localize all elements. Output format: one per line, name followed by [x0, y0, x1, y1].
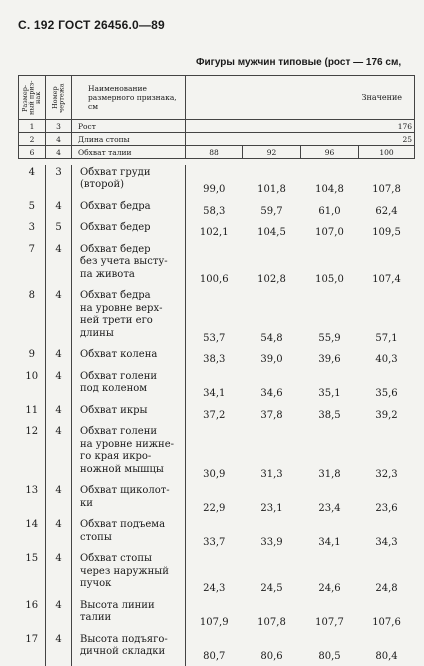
feature-name-line: стопы [80, 531, 112, 543]
feature-name-line: талии [80, 612, 112, 623]
measurement-value: 32,3 [375, 468, 398, 480]
feature-name-line: Обхват стопы [80, 553, 152, 564]
measurement-value: 31,3 [260, 468, 283, 480]
feature-name [72, 551, 186, 598]
measurement-value: 34,6 [260, 388, 283, 399]
size-column-header: 92 [243, 146, 301, 159]
row-index: 8 [19, 288, 46, 347]
drawing-number: 4 [46, 347, 72, 369]
table-row [19, 199, 415, 221]
feature-name-line: Обхват икры [80, 404, 148, 416]
measurement-value: 35,6 [375, 388, 398, 399]
measurement-value: 24,5 [260, 583, 283, 594]
drawing-number: 3 [46, 120, 72, 133]
row-index: 1 [19, 120, 46, 133]
table-row [19, 242, 415, 289]
table-row [19, 288, 415, 347]
measurement-value: 35,1 [318, 388, 341, 399]
drawing-number: 5 [46, 220, 72, 242]
measurement-value: 80,5 [318, 651, 341, 662]
measurement-value: 23,1 [260, 502, 283, 514]
row-index: 12 [19, 424, 46, 483]
measurement-value: 37,8 [260, 409, 283, 421]
table-row [19, 133, 415, 146]
measurements-table [18, 75, 415, 666]
drawing-number: 4 [46, 483, 72, 517]
feature-name-line: Обхват щиколот- [80, 485, 170, 496]
row-index: 4 [19, 165, 46, 199]
drawing-number: 4 [46, 146, 72, 159]
measurement-value: 80,7 [203, 651, 226, 662]
measurement-value: 102,1 [199, 227, 229, 238]
table-subtitle: Фигуры мужчин типовые (рост — 176 см, [196, 57, 402, 68]
measurement-value: 105,0 [315, 273, 344, 285]
row-index: 6 [19, 146, 46, 159]
row-index: 13 [19, 483, 46, 517]
table-row [19, 551, 415, 598]
feature-name: Рост [72, 120, 186, 133]
measurement-value: 107,7 [315, 617, 344, 628]
measurement-value: 61,0 [318, 205, 341, 217]
feature-name-line: па живота [80, 268, 135, 280]
measurement-value: 99,0 [203, 184, 226, 195]
drawing-number: 4 [46, 598, 72, 632]
table-row [19, 424, 415, 483]
header-value: Значение [186, 76, 415, 120]
drawing-number: 4 [46, 403, 72, 425]
feature-name [72, 598, 186, 632]
measurement-value: 22,9 [203, 502, 226, 514]
row-index: 11 [19, 403, 46, 425]
drawing-number: 4 [46, 517, 72, 551]
table-row [19, 517, 415, 551]
measurement-value: 39,2 [375, 409, 398, 421]
feature-name: Длина стопы [72, 133, 186, 146]
measurement-value: 109,5 [372, 227, 401, 238]
measurement-value: 34,1 [203, 388, 226, 399]
measurement-value: 62,4 [375, 205, 398, 217]
feature-name [72, 424, 186, 483]
measurement-value: 38,3 [203, 354, 226, 365]
table-row [19, 598, 415, 632]
measurement-value: 34,3 [375, 536, 398, 548]
row-index: 15 [19, 551, 46, 598]
measurement-value: 100,6 [199, 273, 229, 285]
table-row [19, 165, 415, 199]
measurement-value: 55,9 [318, 332, 341, 344]
feature-name [72, 220, 186, 242]
feature-name [72, 165, 186, 199]
header-drawing-number: Номер чертежа [46, 76, 72, 120]
feature-name-line: дичной складки [80, 646, 166, 657]
table-row [19, 220, 415, 242]
feature-name-line: под коленом [80, 383, 148, 394]
measurement-value: 101,8 [257, 184, 286, 195]
feature-name-line: Обхват груди [80, 166, 151, 178]
feature-name [72, 632, 186, 666]
feature-name-line: Высота линии [80, 599, 155, 611]
feature-name-line: длины [80, 327, 114, 339]
feature-name-line: (второй) [80, 179, 125, 190]
size-column-header: 100 [359, 146, 415, 159]
row-index: 3 [19, 220, 46, 242]
measurement-value: 34,1 [318, 536, 341, 548]
measurement-value: 24,8 [375, 583, 398, 594]
feature-name-line: Высота подъяго- [80, 633, 168, 645]
feature-name-line: ки [80, 497, 93, 509]
feature-name-line: Обхват бедер [80, 243, 151, 255]
drawing-number: 4 [46, 369, 72, 403]
row-index: 9 [19, 347, 46, 369]
row-index: 14 [19, 517, 46, 551]
drawing-number: 4 [46, 242, 72, 289]
measurement-value: 104,8 [315, 184, 344, 195]
drawing-number: 4 [46, 551, 72, 598]
row-index: 16 [19, 598, 46, 632]
measurement-value: 38,5 [318, 409, 341, 421]
feature-name-line: через наружный [80, 565, 169, 577]
feature-name-line: пучок [80, 578, 112, 589]
drawing-number: 4 [46, 424, 72, 483]
feature-name-line: без учета высту- [80, 256, 168, 267]
feature-value: 176 [186, 120, 415, 133]
feature-name-line: Обхват бедра [80, 200, 151, 212]
measurement-value: 59,7 [260, 205, 283, 217]
row-index: 5 [19, 199, 46, 221]
measurement-value: 80,4 [375, 651, 398, 662]
table-row [19, 369, 415, 403]
measurement-value: 31,8 [318, 468, 341, 480]
feature-name-line: на уровне верх- [80, 302, 163, 314]
table-row [19, 483, 415, 517]
drawing-number: 3 [46, 165, 72, 199]
feature-name: Обхват талии [72, 146, 186, 159]
feature-name [72, 199, 186, 221]
measurement-value: 24,3 [203, 583, 226, 594]
drawing-number: 4 [46, 199, 72, 221]
measurement-value: 33,9 [260, 536, 283, 548]
measurement-value: 30,9 [203, 468, 226, 480]
measurement-value: 58,3 [203, 205, 226, 217]
row-index: 17 [19, 632, 46, 666]
measurement-value: 104,5 [257, 227, 286, 238]
feature-name-line: го края икро- [80, 451, 152, 462]
row-index: 2 [19, 133, 46, 146]
feature-value: 25 [186, 133, 415, 146]
drawing-number: 4 [46, 632, 72, 666]
size-column-header: 96 [301, 146, 359, 159]
measurement-value: 57,1 [375, 332, 398, 344]
measurement-value: 80,6 [260, 651, 283, 662]
measurement-value: 53,7 [203, 332, 226, 344]
measurement-value: 33,7 [203, 536, 226, 548]
table-row [19, 120, 415, 133]
measurement-value: 54,8 [260, 332, 283, 344]
feature-name [72, 242, 186, 289]
page-header: С. 192 ГОСТ 26456.0—89 [18, 18, 165, 32]
measurement-value: 23,4 [318, 502, 341, 514]
feature-name [72, 517, 186, 551]
feature-name-line: Обхват колена [80, 349, 158, 360]
measurement-value: 107,8 [257, 617, 286, 628]
header-dimension-feature: Размер-ный приз-нак [19, 76, 46, 120]
feature-name-line: Обхват бедра [80, 290, 151, 301]
table-row [19, 347, 415, 369]
measurement-value: 37,2 [203, 409, 226, 421]
feature-name-line: Обхват подъема [80, 519, 166, 530]
feature-name [72, 369, 186, 403]
feature-name-line: ней трети его [80, 315, 153, 326]
measurement-value: 107,4 [372, 273, 401, 285]
measurement-value: 39,6 [318, 354, 341, 365]
measurement-value: 23,6 [375, 502, 398, 514]
feature-name-line: Обхват голени [80, 426, 158, 437]
drawing-number: 4 [46, 288, 72, 347]
measurement-value: 102,8 [257, 273, 286, 285]
table-row [19, 403, 415, 425]
feature-name-line: ножной мышцы [80, 463, 164, 475]
feature-name [72, 347, 186, 369]
measurement-value: 39,0 [260, 354, 283, 365]
drawing-number: 4 [46, 133, 72, 146]
size-header-row [19, 146, 415, 159]
feature-name-line: на уровне нижне- [80, 438, 174, 450]
feature-name [72, 403, 186, 425]
row-index: 10 [19, 369, 46, 403]
feature-name [72, 288, 186, 347]
measurement-value: 40,3 [375, 354, 398, 365]
measurement-value: 107,9 [199, 617, 229, 628]
size-column-header: 88 [186, 146, 243, 159]
feature-name [72, 483, 186, 517]
header-feature-name: Наименование размерного признака, см [72, 76, 186, 120]
feature-name-line: Обхват голени [80, 370, 158, 382]
table-header-row [19, 76, 415, 120]
measurement-value: 24,6 [318, 583, 341, 594]
table-row [19, 632, 415, 666]
measurement-value: 107,6 [372, 617, 401, 628]
measurement-value: 107,0 [315, 227, 344, 238]
row-index: 7 [19, 242, 46, 289]
measurement-value: 107,8 [372, 184, 401, 195]
feature-name-line: Обхват бедер [80, 222, 151, 233]
